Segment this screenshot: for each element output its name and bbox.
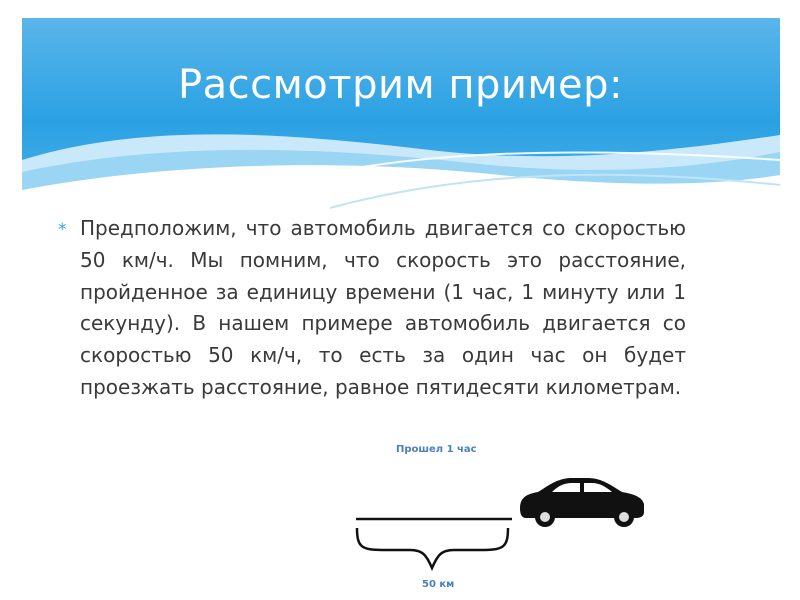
distance-label: 50 км	[422, 579, 455, 590]
header-wave-background	[0, 0, 800, 230]
bullet-text: Предположим, что автомобиль двигается со скоростью 50 км/ч. Мы помним, что скорость это расстояние, пройденное за единицу времени (1 час, 1 минуту или 1 секунду). В нашем примере автомобиль двигается со скоростью 50 км/ч, то есть за один час он будет проезжать расстояние, равное пятидесяти километрам.	[80, 216, 686, 399]
distance-diagram	[340, 440, 660, 600]
car-icon	[340, 440, 660, 600]
bullet-marker: *	[58, 220, 67, 240]
bullet-item	[58, 213, 686, 404]
slide-title: Рассмотрим пример:	[178, 62, 624, 108]
time-label: Прошел 1 час	[396, 444, 477, 455]
